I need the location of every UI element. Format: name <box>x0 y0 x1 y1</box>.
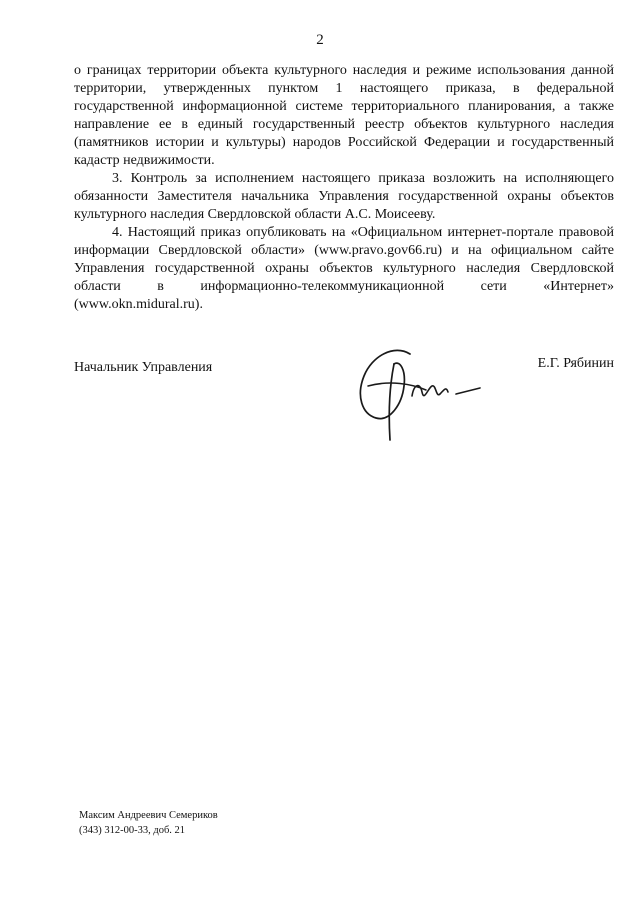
paragraph-3-control: 3. Контроль за исполнением настоящего приказа возложить на исполняющего обязанности Заместителя начальника Управления государственной охраны объектов культурного наследия Свердловской области А.С. Моисееву. <box>74 171 614 222</box>
executor-phone: (343) 312-00-33, доб. 21 <box>79 825 186 836</box>
executor-name: Максим Андреевич Семериков <box>79 810 218 821</box>
paragraph-continuation: о границах территории объекта культурного наследия и режиме использования данной территории, утвержденных пунктом 1 настоящего приказа, в федеральной государственной информационной системе территориального планирования, а также направление ее в единый государственный реестр объектов культурного наследия (памятников истории и культуры) народов Российской Федерации и государственный кадастр недвижимости. <box>74 63 614 168</box>
signatory-position: Начальник Управления <box>74 360 213 375</box>
paragraph-4-publication: 4. Настоящий приказ опубликовать на «Официальном интернет-портале правовой информации Свердловской области» (www.pravo.gov66.ru) и на официальном сайте Управления государственной охраны объектов культурного наследия Свердловской области в информационно-телекоммуникационной сети «Интернет» (www.okn.midural.ru). <box>74 225 614 312</box>
signatory-name: Е.Г. Рябинин <box>537 356 614 371</box>
document-body <box>74 62 614 314</box>
page-number: 2 <box>316 32 324 48</box>
executor-contact <box>79 808 218 838</box>
handwritten-signature <box>350 338 490 450</box>
